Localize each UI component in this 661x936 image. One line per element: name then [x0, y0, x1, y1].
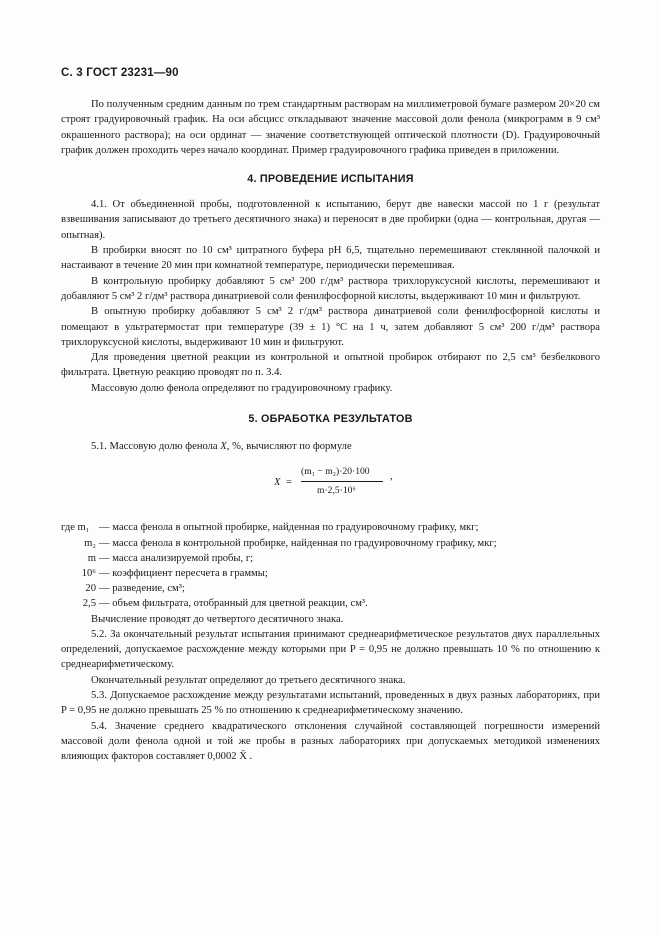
- section-5-title: 5. ОБРАБОТКА РЕЗУЛЬТАТОВ: [248, 413, 413, 426]
- section-5-4-paragraph: 5.4. Значение среднего квадратического отклонения случайной составляющей погрешности измерений массовой доли фенола одной и той же пробы в разных лабораториях при допускаемых методикой изменениях влияющих факторов составляет 0,0002 X̄ .: [61, 720, 600, 763]
- page-content: [61, 97, 600, 765]
- p1-variable: X: [220, 441, 227, 453]
- p1-before: 5.1. Массовую долю фенола: [91, 441, 221, 453]
- section-5-paragraph-1: [61, 439, 600, 454]
- legend-text: — масса фенола в контрольной пробирке, найденная по градуировочному графику, мкг;: [99, 537, 497, 549]
- section-5-3-paragraph: 5.3. Допускаемое расхождение между результатами испытаний, проведенных в двух разных лабораториях, при P = 0,95 не должно превышать 25 % по отношению к среднеарифметическому значению.: [61, 690, 600, 717]
- legend-text: — объем фильтрата, отобранный для цветной реакции, см³.: [99, 598, 368, 610]
- section-4-paragraph-4: В опытную пробирку добавляют 5 см³ 2 г/дм³ раствора динатриевой соли фенилфосфорной кислоты и помещают в ультратермостат при температуре (39 ± 1) °С на 1 ч, затем добавляют 5 см³ 200 г/дм³ раствора трихлоруксусной кислоты, выдерживают 10 мин и фильтруют.: [61, 306, 600, 348]
- section-4-paragraph-1: 4.1. От объединенной пробы, подготовленной к испытанию, берут две навески массой по 1 г (результат взвешивания записывают до третьего десятичного знака) и переносят в две пробирки (одна — контрольная, другая — опытная).: [61, 199, 600, 241]
- legend-text: — разведение, см³;: [99, 583, 185, 595]
- legend-text: — масса фенола в опытной пробирке, найденная по градуировочному графику, мкг;: [99, 522, 479, 534]
- section-4-paragraph-2: В пробирки вносят по 10 см³ цитратного буфера pH 6,5, тщательно перемешивают стеклянной палочкой и настаивают в течение 20 мин при комнатной температуре, периодически перемешивая.: [61, 245, 600, 272]
- page-header: С. 3 ГОСТ 23231—90: [61, 67, 179, 79]
- legend-text: — коэффициент пересчета в граммы;: [99, 567, 268, 579]
- legend-row: [61, 581, 600, 596]
- formula-lhs: X: [274, 477, 281, 489]
- formula-equals: =: [286, 477, 292, 489]
- section-4-title: 4. ПРОВЕДЕНИЕ ИСПЫТАНИЯ: [247, 173, 414, 186]
- section-4-paragraph-3: В контрольную пробирку добавляют 5 см³ 200 г/дм³ раствора трихлоруксусной кислоты, перемешивают и добавляют 5 см³ 2 г/дм³ раствора динатриевой соли фенилфосфорной кислоты, выдерживают 10 мин и фильтруют.: [61, 275, 600, 302]
- formula-legend: [61, 520, 600, 611]
- legend-symbol: 20: [85, 583, 96, 595]
- legend-symbol: m₂: [84, 537, 96, 549]
- section-4-paragraph-5: Для проведения цветной реакции из контрольной и опытной пробирок отбирают по 2,5 см³ безбелкового фильтрата. Цветную реакцию проводят по п. 3.4.: [61, 352, 600, 379]
- legend-row: [61, 536, 600, 551]
- legend-row: [61, 520, 600, 535]
- legend-symbol: где m₁: [61, 522, 90, 534]
- formula-comma: ,: [390, 471, 393, 483]
- legend-row: [61, 596, 600, 611]
- intro-paragraph: По полученным средним данным по трем стандартным растворам на миллиметровой бумаге размером 20×20 см строят градуировочный график. На оси абсцисс откладывают значение массовой доли фенола (микрограмм в 9 см³ окрашенного раствора); на оси ординат — значение соответствующей оптической плотности (D). Градуировочный график должен проходить через начало координат. Пример градуировочного графика приведен в приложении.: [61, 99, 600, 156]
- legend-row: [61, 566, 600, 581]
- legend-symbol: m: [87, 552, 96, 564]
- section-4-paragraph-6: Массовую долю фенола определяют по градуировочному графику.: [91, 382, 393, 394]
- legend-text: — масса анализируемой пробы, г;: [99, 552, 254, 564]
- calc-precision-paragraph: Вычисление проводят до четвертого десятичного знака.: [91, 613, 344, 625]
- section-5-2-final-paragraph: Окончательный результат определяют до третьего десятичного знака.: [91, 674, 406, 686]
- formula-denominator: m·2,5·10⁶: [317, 485, 356, 497]
- legend-symbol: 10⁶: [81, 567, 96, 579]
- p1-after: , %, вычисляют по формуле: [226, 441, 352, 453]
- legend-row: [61, 551, 600, 566]
- formula: [61, 464, 600, 510]
- formula-fraction-bar: [301, 481, 383, 482]
- formula-numerator: (m₁ − m₂)·20·100: [301, 466, 370, 478]
- legend-symbol: 2,5: [82, 598, 96, 610]
- section-5-2-paragraph: 5.2. За окончательный результат испытания принимают среднеарифметическое результатов двух параллельных определений, допускаемое расхождение между которыми при P = 0,95 не должно превышать 10 % по отношению к среднеарифметическому.: [61, 628, 600, 671]
